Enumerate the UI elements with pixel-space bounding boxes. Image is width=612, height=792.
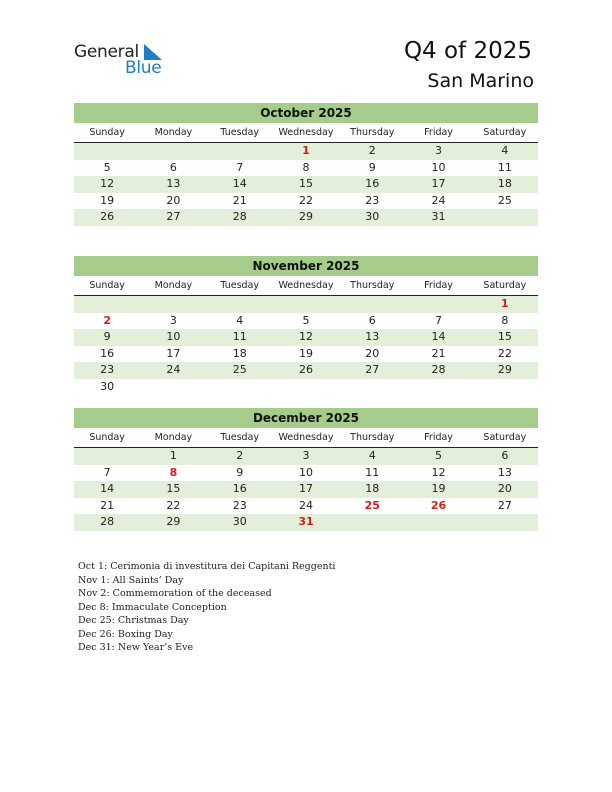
holiday-list [78, 560, 335, 655]
weekday-header-row [74, 431, 538, 448]
date-cell: 13 [365, 330, 380, 343]
date-cell: 24 [166, 363, 181, 376]
date-cell: 7 [435, 313, 443, 327]
weekday-label: Wednesday [278, 432, 334, 443]
date-cell: 11 [232, 330, 247, 343]
date-cell: 30 [232, 515, 247, 528]
weekday-label: Monday [154, 432, 193, 443]
date-cell: 16 [100, 346, 115, 360]
week-row [74, 143, 538, 160]
date-cell: 17 [166, 346, 181, 360]
date-cell: 7 [236, 160, 244, 174]
date-cell: 24 [298, 498, 313, 512]
date-cell [339, 514, 405, 531]
page-title: Q4 of 2025 [403, 38, 532, 64]
date-cell: 4 [368, 449, 376, 462]
date-cell: 10 [166, 330, 181, 343]
holiday-note: Dec 25: Christmas Day [78, 615, 189, 626]
date-cell: 3 [302, 449, 310, 462]
weekday-label: Saturday [483, 280, 527, 291]
weekday-label: Thursday [350, 280, 395, 291]
date-cell: 16 [232, 482, 247, 495]
date-cell: 21 [232, 193, 247, 207]
date-cell: 2 [368, 144, 376, 157]
date-cell: 18 [232, 346, 247, 360]
month-calendar-october [74, 103, 538, 226]
holiday-date-cell: 8 [169, 465, 178, 479]
holiday-note: Dec 26: Boxing Day [78, 628, 173, 640]
weekday-label: Thursday [350, 432, 395, 443]
holiday-date-cell: 25 [364, 498, 380, 512]
date-cell [207, 379, 273, 396]
week-row [74, 329, 538, 346]
date-cell: 27 [365, 363, 380, 376]
date-cell: 20 [365, 346, 380, 360]
generalblue-logo [74, 42, 174, 78]
date-cell: 4 [501, 144, 509, 157]
date-cell: 11 [497, 160, 512, 174]
date-cell: 26 [298, 363, 313, 376]
date-cell: 6 [169, 160, 177, 174]
date-cell: 30 [100, 379, 115, 393]
date-cell: 5 [103, 160, 111, 174]
date-cell: 8 [302, 160, 310, 174]
date-cell: 20 [166, 193, 181, 207]
date-cell: 17 [431, 177, 446, 190]
weekday-label: Friday [424, 280, 453, 291]
week-row [74, 209, 538, 226]
date-cell: 14 [100, 482, 115, 495]
date-cell [339, 296, 405, 313]
date-cell: 21 [100, 498, 115, 512]
holiday-date-cell: 26 [430, 498, 447, 512]
date-cell: 10 [431, 160, 446, 174]
date-cell: 23 [365, 193, 380, 207]
holiday-note: Nov 1: All Saints’ Day [78, 574, 184, 586]
month-calendar-november [74, 256, 538, 395]
week-row [74, 465, 538, 482]
date-cell: 21 [431, 346, 446, 360]
date-cell: 12 [298, 330, 313, 343]
date-cell: 3 [169, 313, 177, 327]
holiday-date-cell: 1 [501, 297, 509, 310]
date-cell [140, 296, 206, 313]
weekday-label: Thursday [350, 127, 395, 138]
date-cell [405, 379, 471, 396]
weekday-label: Sunday [89, 127, 125, 138]
date-cell: 26 [100, 210, 115, 223]
date-cell: 19 [431, 482, 446, 495]
holiday-date-cell: 31 [298, 515, 314, 528]
date-cell: 28 [100, 515, 115, 528]
date-cell: 23 [100, 363, 115, 376]
date-cell: 31 [431, 210, 446, 223]
date-cell [405, 514, 471, 531]
date-cell: 27 [497, 498, 512, 512]
holiday-note: Dec 31: New Year’s Eve [78, 642, 194, 653]
week-row [74, 362, 538, 379]
date-cell: 19 [100, 193, 115, 207]
date-cell [273, 379, 339, 396]
month-calendar-december [74, 408, 538, 531]
date-cell: 9 [103, 330, 111, 343]
date-cell: 16 [365, 177, 380, 190]
date-cell [74, 448, 140, 465]
weekday-label: Wednesday [278, 127, 334, 138]
week-row [74, 498, 538, 515]
date-cell [207, 143, 273, 160]
weekday-label: Friday [424, 127, 453, 138]
date-cell [472, 379, 538, 396]
date-cell: 10 [298, 465, 313, 479]
month-title: October 2025 [74, 103, 538, 123]
date-cell: 27 [166, 210, 181, 223]
date-cell: 15 [298, 177, 313, 190]
week-row [74, 514, 538, 531]
week-row [74, 346, 538, 363]
date-cell: 23 [232, 498, 247, 512]
week-row [74, 481, 538, 498]
date-cell: 29 [166, 515, 181, 528]
date-cell: 17 [298, 482, 313, 495]
logo-text-blue: Blue [125, 58, 162, 78]
date-cell: 9 [236, 465, 244, 479]
date-cell: 19 [298, 346, 313, 360]
date-cell: 14 [431, 330, 446, 343]
weekday-label: Sunday [89, 432, 125, 443]
month-title: November 2025 [74, 256, 538, 276]
date-cell: 13 [166, 177, 181, 190]
week-row [74, 379, 538, 396]
date-cell: 2 [236, 449, 244, 462]
date-cell [207, 296, 273, 313]
weekday-label: Sunday [89, 280, 125, 291]
date-cell [74, 143, 140, 160]
date-cell: 15 [166, 482, 181, 495]
date-cell: 28 [232, 210, 247, 223]
week-row [74, 313, 538, 330]
date-cell: 6 [501, 449, 509, 462]
week-row [74, 176, 538, 193]
month-title: December 2025 [74, 408, 538, 428]
date-cell: 28 [431, 363, 446, 376]
date-cell: 9 [368, 160, 376, 174]
weekday-label: Monday [154, 127, 193, 138]
country-name: San Marino [427, 70, 534, 92]
date-cell: 13 [497, 465, 512, 479]
holiday-date-cell: 2 [103, 313, 111, 327]
holiday-note: Dec 8: Immaculate Conception [78, 601, 227, 613]
holiday-note: Nov 2: Commemoration of the deceased [78, 588, 272, 599]
weekday-header-row [74, 279, 538, 296]
date-cell [339, 379, 405, 396]
date-cell: 15 [497, 330, 512, 343]
date-cell: 18 [365, 482, 380, 495]
week-row [74, 296, 538, 313]
date-cell: 12 [100, 177, 115, 190]
date-cell: 29 [298, 210, 313, 223]
weekday-label: Friday [424, 432, 453, 443]
date-cell: 14 [232, 177, 247, 190]
date-cell: 4 [236, 313, 244, 327]
date-cell: 12 [431, 465, 446, 479]
logo-text-general: General [74, 42, 139, 62]
week-row [74, 160, 538, 177]
date-cell [273, 296, 339, 313]
weekday-label: Saturday [483, 127, 527, 138]
weekday-label: Saturday [483, 432, 527, 443]
date-cell: 22 [166, 498, 181, 512]
date-cell: 29 [497, 363, 512, 376]
holiday-note: Oct 1: Cerimonia di investitura dei Capitani Reggenti [78, 561, 336, 572]
date-cell: 11 [365, 465, 380, 479]
date-cell: 5 [435, 449, 443, 462]
weekday-label: Tuesday [220, 280, 260, 291]
date-cell: 20 [497, 482, 512, 495]
weekday-label: Tuesday [220, 127, 260, 138]
date-cell: 3 [435, 144, 443, 157]
weekday-label: Monday [154, 280, 193, 291]
date-cell [140, 143, 206, 160]
weekday-label: Tuesday [220, 432, 260, 443]
date-cell: 24 [431, 193, 446, 207]
week-row [74, 448, 538, 465]
date-cell: 25 [232, 363, 247, 376]
date-cell: 22 [298, 193, 313, 207]
date-cell: 8 [501, 313, 509, 327]
date-cell: 18 [497, 177, 512, 190]
date-cell [472, 209, 538, 226]
date-cell: 25 [497, 193, 512, 207]
week-row [74, 193, 538, 210]
date-cell [472, 514, 538, 531]
date-cell [405, 296, 471, 313]
date-cell: 1 [169, 449, 177, 462]
date-cell: 7 [103, 465, 111, 479]
date-cell: 30 [365, 210, 380, 223]
date-cell: 5 [302, 313, 310, 327]
weekday-label: Wednesday [278, 280, 334, 291]
date-cell: 6 [368, 313, 376, 327]
holiday-date-cell: 1 [302, 144, 310, 157]
weekday-header-row [74, 126, 538, 143]
date-cell [74, 296, 140, 313]
date-cell: 22 [497, 346, 512, 360]
date-cell [140, 379, 206, 396]
